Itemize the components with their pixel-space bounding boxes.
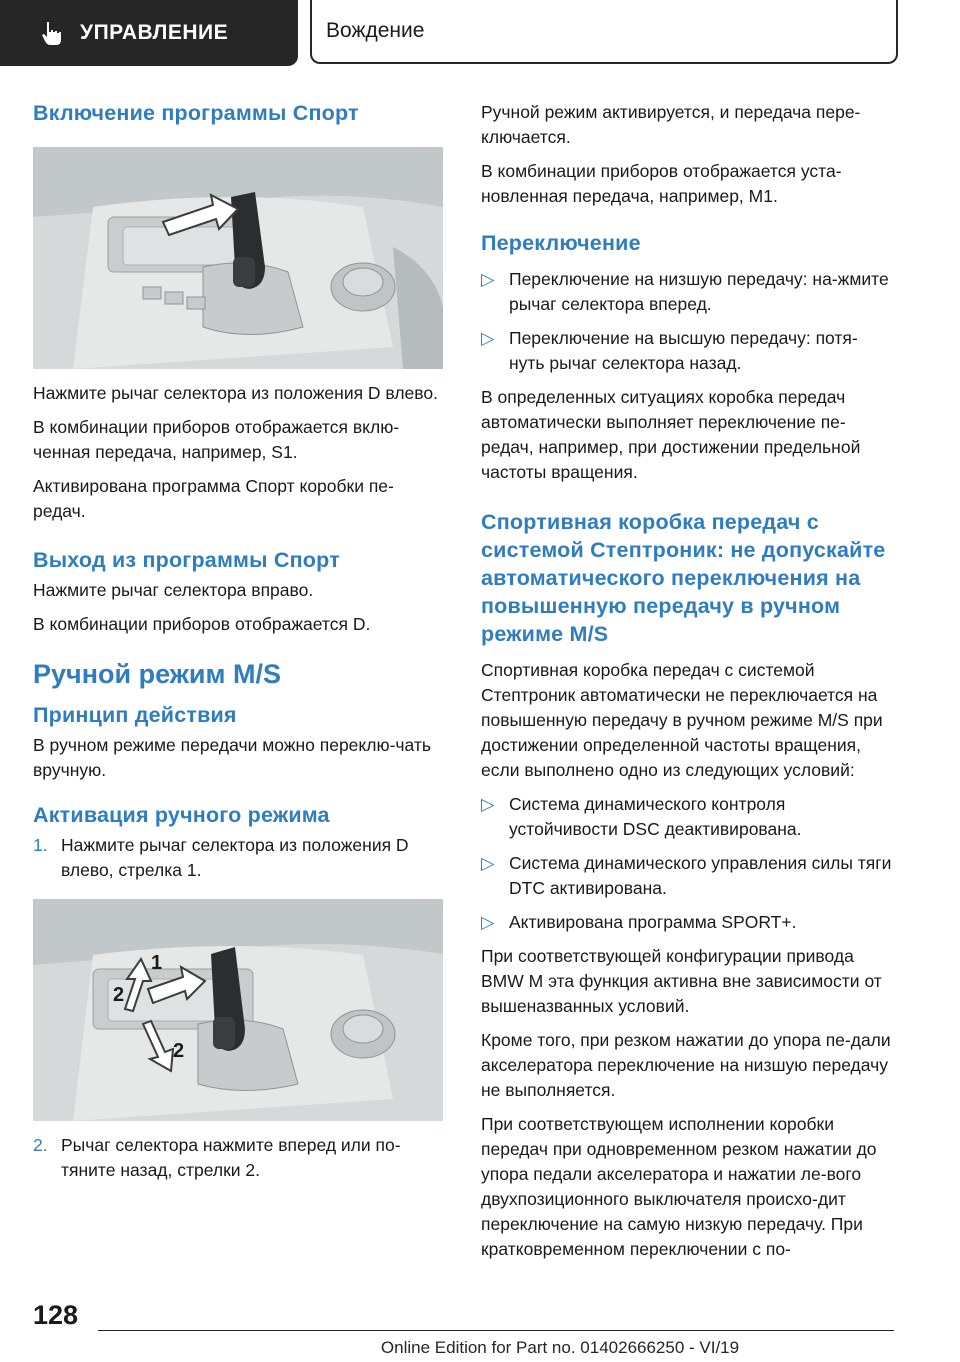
gear-selector-figure-1	[33, 147, 443, 369]
shift-item	[481, 326, 893, 376]
kickdown-text: Кроме того, при резком нажатии до упора пе-дали акселератора переключение на низшую передачу не выполняется.	[481, 1030, 891, 1100]
bullet-icon: ▷	[481, 853, 495, 873]
right-column	[481, 100, 893, 1271]
manual-mode-heading: Ручной режим M/S	[33, 659, 281, 689]
step-2-text: Рычаг селектора нажмите вперед или по-тяните назад, стрелки 2.	[61, 1135, 401, 1180]
hand-icon	[38, 19, 66, 47]
manual-active-text: Ручной режим активируется, и передача пере-ключается.	[481, 102, 861, 147]
left-column	[33, 100, 443, 1192]
shift-item-text: Переключение на высшую передачу: потя-нуть рычаг селектора назад.	[509, 328, 858, 373]
arrow-2-top-label: 2	[113, 984, 125, 1006]
condition-item	[481, 910, 893, 935]
step-2	[33, 1133, 443, 1183]
section-label: УПРАВЛЕНИЕ	[80, 21, 229, 44]
gear-selector-figure-2	[33, 899, 443, 1121]
condition-item	[481, 792, 893, 842]
gear-selector-illustration	[33, 147, 443, 369]
sport-off-text-1: Нажмите рычаг селектора вправо.	[33, 580, 314, 600]
condition-item-text: Активирована программа SPORT+.	[509, 912, 797, 932]
arrow-1-label: 1	[151, 952, 163, 974]
sport-on-heading: Включение программы Спорт	[33, 101, 359, 125]
step-1	[33, 833, 443, 883]
activation-heading: Активация ручного режима	[33, 803, 330, 827]
principle-heading: Принцип действия	[33, 703, 237, 727]
sport-off-heading: Выход из программы Спорт	[33, 548, 340, 572]
shift-item	[481, 267, 893, 317]
steptronic-text: Спортивная коробка передач с системой Стептроник автоматически не переключается на повышенную передачу в ручном режиме M/S при достижении определенной частоты вращения, если выполнено одно из следующих условий:	[481, 660, 883, 780]
sport-on-text-3: Активирована программа Спорт коробки пе-редач.	[33, 476, 394, 521]
bullet-icon: ▷	[481, 912, 495, 932]
step-2-number: 2.	[33, 1135, 48, 1155]
section-tab[interactable]	[0, 0, 298, 66]
shift-item-text: Переключение на низшую передачу: на-жмите рычаг селектора вперед.	[509, 269, 889, 314]
arrow-2-bottom-label: 2	[173, 1040, 185, 1062]
gear-display-text: В комбинации приборов отображается уста-новленная передача, например, M1.	[481, 161, 842, 206]
paddle-text: При соответствующем исполнении коробки передач при одновременном резком нажатии до упора педали акселератора и нажатии ле-вого двухпозиционного выключателя происхо-дит переключение на самую низкую передачу. При кратковременном переключении с по-	[481, 1114, 877, 1259]
footer-divider	[98, 1330, 894, 1331]
sport-on-text-2: В комбинации приборов отображается вклю-ченная передача, например, S1.	[33, 417, 400, 462]
bmw-m-text: При соответствующей конфигурации привода BMW M эта функция активна вне зависимости от вышеназванных условий.	[481, 946, 882, 1016]
chapter-tab[interactable]	[310, 0, 898, 64]
chapter-label: Вождение	[326, 19, 425, 42]
principle-text: В ручном режиме передачи можно переклю-чать вручную.	[33, 735, 432, 780]
sport-off-text-2: В комбинации приборов отображается D.	[33, 614, 371, 634]
bullet-icon: ▷	[481, 269, 495, 289]
page-number: 128	[33, 1300, 79, 1330]
auto-shift-text: В определенных ситуациях коробка передач автоматически выполняет переключение пе-редач, например, при достижении предельной частоты вращения.	[481, 387, 861, 482]
sport-on-text-1: Нажмите рычаг селектора из положения D влево.	[33, 383, 438, 403]
condition-item-text: Система динамического контроля устойчивости DSC деактивирована.	[509, 794, 802, 839]
shifting-heading: Переключение	[481, 231, 641, 255]
condition-item-text: Система динамического управления силы тяги DTC активирована.	[509, 853, 892, 898]
gear-selector-arrows-illustration	[33, 899, 443, 1121]
bullet-icon: ▷	[481, 794, 495, 814]
condition-item	[481, 851, 893, 901]
step-1-number: 1.	[33, 835, 48, 855]
footer-edition: Online Edition for Part no. 01402666250 - VI/19	[380, 1338, 740, 1357]
bullet-icon: ▷	[481, 328, 495, 348]
step-1-text: Нажмите рычаг селектора из положения D влево, стрелка 1.	[61, 835, 409, 880]
steptronic-heading: Спортивная коробка передач с системой Стептроник: не допускайте автоматического переключения на повышенную передачу в ручном режиме M/S	[481, 510, 886, 646]
